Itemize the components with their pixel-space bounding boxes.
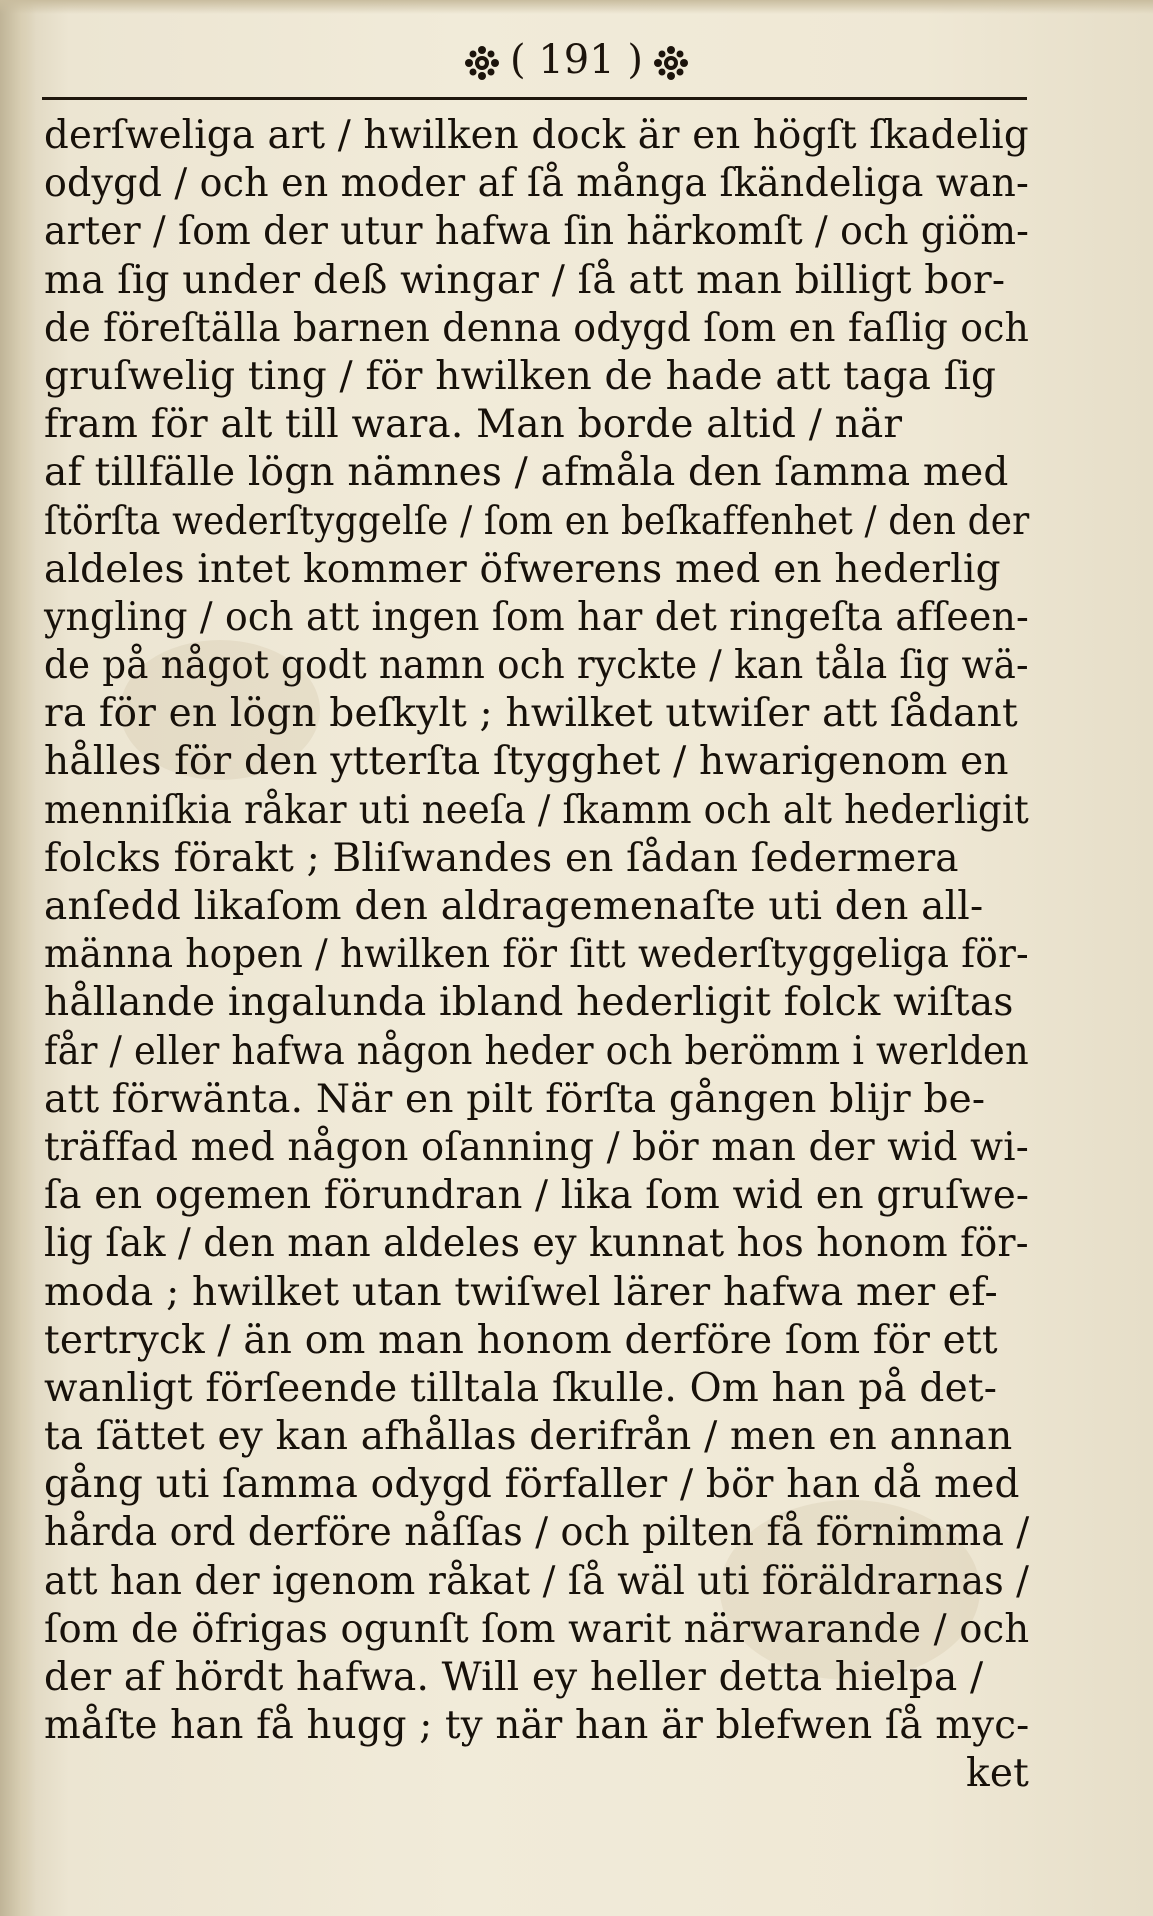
text-line: männa hopen / hwilken för ſitt wederſtyggeliga för- (44, 932, 1029, 978)
text-line: menniſkia råkar uti neeſa / ſkamm och alt hederligit (44, 787, 1029, 833)
text-line: de på något godt namn och ryckte / kan tåla ſig wä- (44, 643, 1029, 689)
text-line: moda ; hwilket utan twiſwel lärer hafwa mer ef- (44, 1269, 998, 1315)
text-line: odygd / och en moder af ſå många ſkändeliga wan- (44, 161, 1030, 207)
text-line: träffad med någon oſanning / bör man der wid wi- (44, 1124, 1029, 1170)
text-line: får / eller hafwa någon heder och berömm i werlden (44, 1028, 1029, 1074)
text-line: derſweliga art / hwilken dock är en högſt ſkadelig (44, 113, 1029, 158)
page-body (44, 112, 1044, 1799)
page-number-close-paren: ) (627, 37, 643, 83)
text-line: ta ſättet ey kan afhållas derifrån / men en annan (44, 1414, 1013, 1460)
text-line: tertryck / än om man honom derföre ſom för ett (44, 1317, 998, 1363)
text-line: yngling / och att ingen ſom har det ringeſta afſeen- (44, 594, 1029, 640)
text-line: lig ſak / den man aldeles ey kunnat hos honom för- (44, 1221, 1029, 1267)
header-rule (42, 97, 1027, 100)
text-line: arter / ſom der utur hafwa ſin härkomſt / och giöm- (44, 209, 1030, 255)
page-top-edge (0, 0, 1153, 14)
text-line: gång uti ſamma odygd förfaller / bör han då med (44, 1462, 1020, 1508)
text-line: anſedd likaſom den aldragemenaſte uti den all- (44, 884, 984, 929)
page-gutter-shadow (0, 0, 36, 1916)
text-line: hårda ord derföre nåſſas / och pilten få förnimma / (44, 1510, 1030, 1556)
text-line: aldeles intet kommer öfwerens med en hederlig (44, 546, 1001, 592)
text-line: wanligt förſeende tilltala ſkulle. Om han på det- (44, 1365, 998, 1411)
text-line: ra för en lögn beſkylt ; hwilket utwiſer att ſådant (44, 691, 1018, 737)
right-flower-ornament-icon (653, 45, 689, 81)
text-line: af tillfälle lögn nämnes / afmåla den ſamma med (44, 450, 1009, 496)
text-line: folcks förakt ; Bliſwandes en ſådan ſedermera (44, 835, 959, 881)
page-number: 191 (538, 37, 615, 83)
text-line: fram för alt till wara. Man borde altid / när (44, 402, 903, 448)
catchword: ket (966, 1751, 1029, 1797)
text-line: måſte han få hugg ; ty när han är blefwen ſå myc- (44, 1703, 1030, 1749)
text-line: att han der igenom råkat / ſå wäl uti föräldrarnas / (44, 1558, 1030, 1604)
text-line: ſom de öfrigas ogunſt ſom warit närwarande / och (44, 1606, 1030, 1652)
page-number-open-paren: ( (509, 37, 526, 83)
text-line: ma ſig under deß wingar / ſå att man billigt bor- (44, 257, 1006, 303)
text-line: att förwänta. När en pilt förſta gången blijr be- (44, 1076, 986, 1122)
page-header (0, 30, 1153, 90)
text-line: ſa en ogemen förundran / lika ſom wid en gruſwe- (44, 1173, 1030, 1219)
text-line: gruſwelig ting / för hwilken de hade att taga ſig (44, 353, 997, 399)
text-line: hållande ingalunda ibland hederligit folck wiſtas (44, 980, 1014, 1026)
text-line: hålles för den ytterſta ſtygghet / hwarigenom en (44, 739, 1009, 785)
text-line: de föreſtälla barnen denna odygd ſom en faſlig och (44, 305, 1030, 351)
left-flower-ornament-icon (464, 45, 500, 81)
text-line: ſtörſta wederſtyggelſe / ſom en beſkaffenhet / den der (44, 498, 1030, 544)
text-line: der af hördt hafwa. Will ey heller detta hielpa / (44, 1655, 984, 1700)
